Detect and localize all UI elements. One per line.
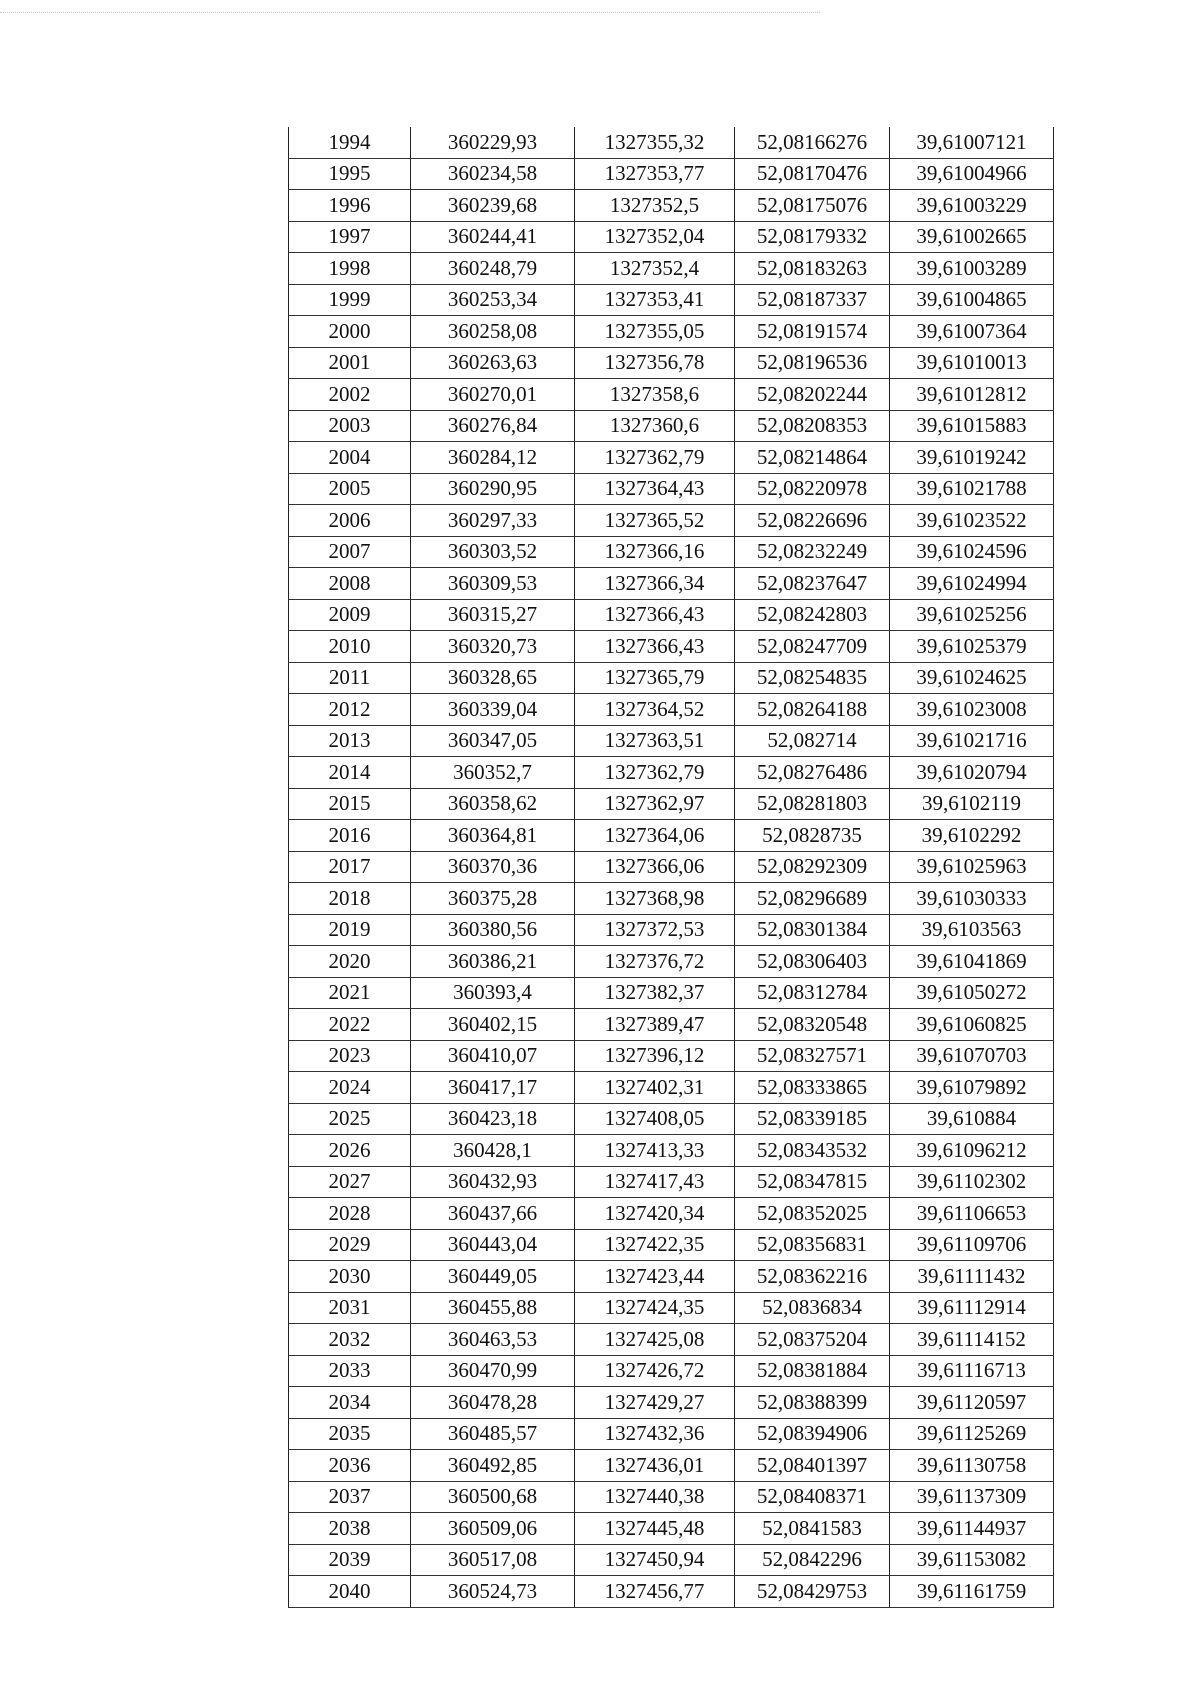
x-coordinate-cell: 360470,99 xyxy=(411,1355,575,1387)
longitude-cell: 39,61004966 xyxy=(890,158,1054,190)
table-row xyxy=(289,316,1054,348)
longitude-cell: 39,61007121 xyxy=(890,127,1054,158)
table-row xyxy=(289,473,1054,505)
point-number-cell: 2017 xyxy=(289,851,411,883)
x-coordinate-cell: 360423,18 xyxy=(411,1103,575,1135)
latitude-cell: 52,08388399 xyxy=(735,1387,890,1419)
table-row xyxy=(289,914,1054,946)
point-number-cell: 2031 xyxy=(289,1292,411,1324)
y-coordinate-cell: 1327440,38 xyxy=(575,1481,735,1513)
table-row xyxy=(289,1513,1054,1545)
longitude-cell: 39,61025256 xyxy=(890,599,1054,631)
longitude-cell: 39,61021788 xyxy=(890,473,1054,505)
table-row xyxy=(289,1103,1054,1135)
point-number-cell: 1994 xyxy=(289,127,411,158)
x-coordinate-cell: 360253,34 xyxy=(411,284,575,316)
point-number-cell: 2029 xyxy=(289,1229,411,1261)
point-number-cell: 2001 xyxy=(289,347,411,379)
point-number-cell: 2036 xyxy=(289,1450,411,1482)
latitude-cell: 52,08220978 xyxy=(735,473,890,505)
y-coordinate-cell: 1327362,79 xyxy=(575,757,735,789)
y-coordinate-cell: 1327364,52 xyxy=(575,694,735,726)
longitude-cell: 39,61106653 xyxy=(890,1198,1054,1230)
longitude-cell: 39,61137309 xyxy=(890,1481,1054,1513)
longitude-cell: 39,61023522 xyxy=(890,505,1054,537)
y-coordinate-cell: 1327360,6 xyxy=(575,410,735,442)
longitude-cell: 39,61004865 xyxy=(890,284,1054,316)
x-coordinate-cell: 360347,05 xyxy=(411,725,575,757)
table-row xyxy=(289,883,1054,915)
y-coordinate-cell: 1327356,78 xyxy=(575,347,735,379)
longitude-cell: 39,61024994 xyxy=(890,568,1054,600)
x-coordinate-cell: 360284,12 xyxy=(411,442,575,474)
longitude-cell: 39,61002665 xyxy=(890,221,1054,253)
x-coordinate-cell: 360402,15 xyxy=(411,1009,575,1041)
latitude-cell: 52,08166276 xyxy=(735,127,890,158)
longitude-cell: 39,61025963 xyxy=(890,851,1054,883)
latitude-cell: 52,08347815 xyxy=(735,1166,890,1198)
y-coordinate-cell: 1327425,08 xyxy=(575,1324,735,1356)
point-number-cell: 2007 xyxy=(289,536,411,568)
y-coordinate-cell: 1327413,33 xyxy=(575,1135,735,1167)
table-row xyxy=(289,1387,1054,1419)
table-row xyxy=(289,1292,1054,1324)
y-coordinate-cell: 1327376,72 xyxy=(575,946,735,978)
latitude-cell: 52,08226696 xyxy=(735,505,890,537)
latitude-cell: 52,0842296 xyxy=(735,1544,890,1576)
table-row xyxy=(289,599,1054,631)
point-number-cell: 2008 xyxy=(289,568,411,600)
y-coordinate-cell: 1327355,32 xyxy=(575,127,735,158)
x-coordinate-cell: 360449,05 xyxy=(411,1261,575,1293)
y-coordinate-cell: 1327355,05 xyxy=(575,316,735,348)
x-coordinate-cell: 360320,73 xyxy=(411,631,575,663)
x-coordinate-cell: 360432,93 xyxy=(411,1166,575,1198)
x-coordinate-cell: 360386,21 xyxy=(411,946,575,978)
y-coordinate-cell: 1327365,79 xyxy=(575,662,735,694)
x-coordinate-cell: 360244,41 xyxy=(411,221,575,253)
y-coordinate-cell: 1327366,43 xyxy=(575,599,735,631)
latitude-cell: 52,082714 xyxy=(735,725,890,757)
latitude-cell: 52,08179332 xyxy=(735,221,890,253)
latitude-cell: 52,08312784 xyxy=(735,977,890,1009)
point-number-cell: 2022 xyxy=(289,1009,411,1041)
y-coordinate-cell: 1327456,77 xyxy=(575,1576,735,1608)
latitude-cell: 52,08281803 xyxy=(735,788,890,820)
x-coordinate-cell: 360455,88 xyxy=(411,1292,575,1324)
y-coordinate-cell: 1327366,34 xyxy=(575,568,735,600)
x-coordinate-cell: 360364,81 xyxy=(411,820,575,852)
table-row xyxy=(289,662,1054,694)
latitude-cell: 52,08333865 xyxy=(735,1072,890,1104)
y-coordinate-cell: 1327364,43 xyxy=(575,473,735,505)
table-row xyxy=(289,788,1054,820)
longitude-cell: 39,61125269 xyxy=(890,1418,1054,1450)
point-number-cell: 2033 xyxy=(289,1355,411,1387)
latitude-cell: 52,08237647 xyxy=(735,568,890,600)
longitude-cell: 39,61070703 xyxy=(890,1040,1054,1072)
x-coordinate-cell: 360270,01 xyxy=(411,379,575,411)
x-coordinate-cell: 360437,66 xyxy=(411,1198,575,1230)
table-row xyxy=(289,757,1054,789)
point-number-cell: 2002 xyxy=(289,379,411,411)
y-coordinate-cell: 1327389,47 xyxy=(575,1009,735,1041)
x-coordinate-cell: 360276,84 xyxy=(411,410,575,442)
table-row xyxy=(289,1166,1054,1198)
y-coordinate-cell: 1327372,53 xyxy=(575,914,735,946)
point-number-cell: 2038 xyxy=(289,1513,411,1545)
longitude-cell: 39,61114152 xyxy=(890,1324,1054,1356)
table-row xyxy=(289,221,1054,253)
longitude-cell: 39,6103563 xyxy=(890,914,1054,946)
point-number-cell: 1998 xyxy=(289,253,411,285)
longitude-cell: 39,61024625 xyxy=(890,662,1054,694)
latitude-cell: 52,08429753 xyxy=(735,1576,890,1608)
y-coordinate-cell: 1327432,36 xyxy=(575,1418,735,1450)
x-coordinate-cell: 360358,62 xyxy=(411,788,575,820)
table-body xyxy=(289,127,1054,1607)
latitude-cell: 52,0828735 xyxy=(735,820,890,852)
table-row xyxy=(289,1072,1054,1104)
latitude-cell: 52,08320548 xyxy=(735,1009,890,1041)
latitude-cell: 52,08296689 xyxy=(735,883,890,915)
point-number-cell: 2028 xyxy=(289,1198,411,1230)
longitude-cell: 39,61015883 xyxy=(890,410,1054,442)
latitude-cell: 52,08202244 xyxy=(735,379,890,411)
x-coordinate-cell: 360258,08 xyxy=(411,316,575,348)
longitude-cell: 39,61025379 xyxy=(890,631,1054,663)
longitude-cell: 39,61144937 xyxy=(890,1513,1054,1545)
x-coordinate-cell: 360303,52 xyxy=(411,536,575,568)
latitude-cell: 52,08394906 xyxy=(735,1418,890,1450)
latitude-cell: 52,08247709 xyxy=(735,631,890,663)
point-number-cell: 2026 xyxy=(289,1135,411,1167)
point-number-cell: 1995 xyxy=(289,158,411,190)
table-row xyxy=(289,1135,1054,1167)
latitude-cell: 52,08362216 xyxy=(735,1261,890,1293)
latitude-cell: 52,08191574 xyxy=(735,316,890,348)
latitude-cell: 52,08175076 xyxy=(735,190,890,222)
point-number-cell: 2016 xyxy=(289,820,411,852)
x-coordinate-cell: 360417,17 xyxy=(411,1072,575,1104)
table-row xyxy=(289,568,1054,600)
y-coordinate-cell: 1327429,27 xyxy=(575,1387,735,1419)
y-coordinate-cell: 1327436,01 xyxy=(575,1450,735,1482)
table-row xyxy=(289,631,1054,663)
table-row xyxy=(289,946,1054,978)
point-number-cell: 2006 xyxy=(289,505,411,537)
table-row xyxy=(289,694,1054,726)
x-coordinate-cell: 360315,27 xyxy=(411,599,575,631)
y-coordinate-cell: 1327402,31 xyxy=(575,1072,735,1104)
table-row xyxy=(289,505,1054,537)
y-coordinate-cell: 1327352,5 xyxy=(575,190,735,222)
latitude-cell: 52,08187337 xyxy=(735,284,890,316)
table-row xyxy=(289,1229,1054,1261)
table-row xyxy=(289,820,1054,852)
longitude-cell: 39,6102119 xyxy=(890,788,1054,820)
table-row xyxy=(289,1009,1054,1041)
y-coordinate-cell: 1327362,79 xyxy=(575,442,735,474)
point-number-cell: 1999 xyxy=(289,284,411,316)
point-number-cell: 2009 xyxy=(289,599,411,631)
latitude-cell: 52,08339185 xyxy=(735,1103,890,1135)
latitude-cell: 52,08327571 xyxy=(735,1040,890,1072)
latitude-cell: 52,08214864 xyxy=(735,442,890,474)
table-row xyxy=(289,1198,1054,1230)
latitude-cell: 52,08356831 xyxy=(735,1229,890,1261)
table-row xyxy=(289,1324,1054,1356)
longitude-cell: 39,61161759 xyxy=(890,1576,1054,1608)
y-coordinate-cell: 1327358,6 xyxy=(575,379,735,411)
y-coordinate-cell: 1327366,06 xyxy=(575,851,735,883)
longitude-cell: 39,61024596 xyxy=(890,536,1054,568)
latitude-cell: 52,08343532 xyxy=(735,1135,890,1167)
point-number-cell: 1997 xyxy=(289,221,411,253)
x-coordinate-cell: 360463,53 xyxy=(411,1324,575,1356)
table-row xyxy=(289,1576,1054,1608)
point-number-cell: 2024 xyxy=(289,1072,411,1104)
point-number-cell: 2025 xyxy=(289,1103,411,1135)
point-number-cell: 1996 xyxy=(289,190,411,222)
table-row xyxy=(289,347,1054,379)
point-number-cell: 2040 xyxy=(289,1576,411,1608)
latitude-cell: 52,08264188 xyxy=(735,694,890,726)
latitude-cell: 52,0841583 xyxy=(735,1513,890,1545)
table-row xyxy=(289,1355,1054,1387)
point-number-cell: 2004 xyxy=(289,442,411,474)
point-number-cell: 2000 xyxy=(289,316,411,348)
longitude-cell: 39,61010013 xyxy=(890,347,1054,379)
point-number-cell: 2010 xyxy=(289,631,411,663)
latitude-cell: 52,08170476 xyxy=(735,158,890,190)
x-coordinate-cell: 360478,28 xyxy=(411,1387,575,1419)
point-number-cell: 2005 xyxy=(289,473,411,505)
longitude-cell: 39,61019242 xyxy=(890,442,1054,474)
point-number-cell: 2013 xyxy=(289,725,411,757)
table-row xyxy=(289,536,1054,568)
x-coordinate-cell: 360352,7 xyxy=(411,757,575,789)
x-coordinate-cell: 360328,65 xyxy=(411,662,575,694)
y-coordinate-cell: 1327362,97 xyxy=(575,788,735,820)
latitude-cell: 52,08381884 xyxy=(735,1355,890,1387)
longitude-cell: 39,61060825 xyxy=(890,1009,1054,1041)
point-number-cell: 2015 xyxy=(289,788,411,820)
y-coordinate-cell: 1327364,06 xyxy=(575,820,735,852)
longitude-cell: 39,61023008 xyxy=(890,694,1054,726)
latitude-cell: 52,08375204 xyxy=(735,1324,890,1356)
x-coordinate-cell: 360239,68 xyxy=(411,190,575,222)
latitude-cell: 52,08401397 xyxy=(735,1450,890,1482)
x-coordinate-cell: 360309,53 xyxy=(411,568,575,600)
y-coordinate-cell: 1327422,35 xyxy=(575,1229,735,1261)
latitude-cell: 52,08208353 xyxy=(735,410,890,442)
x-coordinate-cell: 360263,63 xyxy=(411,347,575,379)
x-coordinate-cell: 360393,4 xyxy=(411,977,575,1009)
y-coordinate-cell: 1327353,77 xyxy=(575,158,735,190)
y-coordinate-cell: 1327396,12 xyxy=(575,1040,735,1072)
table-row xyxy=(289,725,1054,757)
point-number-cell: 2034 xyxy=(289,1387,411,1419)
x-coordinate-cell: 360380,56 xyxy=(411,914,575,946)
y-coordinate-cell: 1327365,52 xyxy=(575,505,735,537)
table-row xyxy=(289,977,1054,1009)
y-coordinate-cell: 1327423,44 xyxy=(575,1261,735,1293)
y-coordinate-cell: 1327363,51 xyxy=(575,725,735,757)
latitude-cell: 52,08183263 xyxy=(735,253,890,285)
x-coordinate-cell: 360248,79 xyxy=(411,253,575,285)
y-coordinate-cell: 1327366,16 xyxy=(575,536,735,568)
longitude-cell: 39,61030333 xyxy=(890,883,1054,915)
latitude-cell: 52,08352025 xyxy=(735,1198,890,1230)
latitude-cell: 52,0836834 xyxy=(735,1292,890,1324)
table-row xyxy=(289,1261,1054,1293)
longitude-cell: 39,61096212 xyxy=(890,1135,1054,1167)
point-number-cell: 2039 xyxy=(289,1544,411,1576)
latitude-cell: 52,08242803 xyxy=(735,599,890,631)
coordinates-table xyxy=(288,127,1054,1608)
longitude-cell: 39,61130758 xyxy=(890,1450,1054,1482)
longitude-cell: 39,61109706 xyxy=(890,1229,1054,1261)
longitude-cell: 39,61012812 xyxy=(890,379,1054,411)
point-number-cell: 2030 xyxy=(289,1261,411,1293)
latitude-cell: 52,08232249 xyxy=(735,536,890,568)
latitude-cell: 52,08254835 xyxy=(735,662,890,694)
y-coordinate-cell: 1327382,37 xyxy=(575,977,735,1009)
table-row xyxy=(289,442,1054,474)
x-coordinate-cell: 360410,07 xyxy=(411,1040,575,1072)
x-coordinate-cell: 360229,93 xyxy=(411,127,575,158)
y-coordinate-cell: 1327368,98 xyxy=(575,883,735,915)
point-number-cell: 2018 xyxy=(289,883,411,915)
table-row xyxy=(289,1481,1054,1513)
longitude-cell: 39,61003289 xyxy=(890,253,1054,285)
table-row xyxy=(289,253,1054,285)
x-coordinate-cell: 360375,28 xyxy=(411,883,575,915)
point-number-cell: 2020 xyxy=(289,946,411,978)
table-row xyxy=(289,1450,1054,1482)
longitude-cell: 39,61021716 xyxy=(890,725,1054,757)
x-coordinate-cell: 360517,08 xyxy=(411,1544,575,1576)
table-row xyxy=(289,158,1054,190)
table-row xyxy=(289,1418,1054,1450)
longitude-cell: 39,61102302 xyxy=(890,1166,1054,1198)
point-number-cell: 2032 xyxy=(289,1324,411,1356)
latitude-cell: 52,08196536 xyxy=(735,347,890,379)
table-row xyxy=(289,127,1054,158)
x-coordinate-cell: 360370,36 xyxy=(411,851,575,883)
longitude-cell: 39,61007364 xyxy=(890,316,1054,348)
table-row xyxy=(289,410,1054,442)
table-row xyxy=(289,190,1054,222)
longitude-cell: 39,61020794 xyxy=(890,757,1054,789)
y-coordinate-cell: 1327352,04 xyxy=(575,221,735,253)
longitude-cell: 39,610884 xyxy=(890,1103,1054,1135)
scan-edge-line xyxy=(0,12,820,13)
y-coordinate-cell: 1327408,05 xyxy=(575,1103,735,1135)
longitude-cell: 39,61050272 xyxy=(890,977,1054,1009)
longitude-cell: 39,61112914 xyxy=(890,1292,1054,1324)
point-number-cell: 2003 xyxy=(289,410,411,442)
y-coordinate-cell: 1327426,72 xyxy=(575,1355,735,1387)
longitude-cell: 39,61116713 xyxy=(890,1355,1054,1387)
point-number-cell: 2011 xyxy=(289,662,411,694)
table-row xyxy=(289,1544,1054,1576)
y-coordinate-cell: 1327352,4 xyxy=(575,253,735,285)
longitude-cell: 39,61120597 xyxy=(890,1387,1054,1419)
longitude-cell: 39,61079892 xyxy=(890,1072,1054,1104)
latitude-cell: 52,08276486 xyxy=(735,757,890,789)
x-coordinate-cell: 360524,73 xyxy=(411,1576,575,1608)
point-number-cell: 2035 xyxy=(289,1418,411,1450)
x-coordinate-cell: 360443,04 xyxy=(411,1229,575,1261)
x-coordinate-cell: 360428,1 xyxy=(411,1135,575,1167)
latitude-cell: 52,08301384 xyxy=(735,914,890,946)
table-row xyxy=(289,284,1054,316)
point-number-cell: 2012 xyxy=(289,694,411,726)
x-coordinate-cell: 360297,33 xyxy=(411,505,575,537)
y-coordinate-cell: 1327417,43 xyxy=(575,1166,735,1198)
table-row xyxy=(289,851,1054,883)
x-coordinate-cell: 360290,95 xyxy=(411,473,575,505)
latitude-cell: 52,08408371 xyxy=(735,1481,890,1513)
longitude-cell: 39,61111432 xyxy=(890,1261,1054,1293)
y-coordinate-cell: 1327450,94 xyxy=(575,1544,735,1576)
point-number-cell: 2023 xyxy=(289,1040,411,1072)
longitude-cell: 39,61041869 xyxy=(890,946,1054,978)
coordinates-table-container xyxy=(288,127,1053,1608)
point-number-cell: 2014 xyxy=(289,757,411,789)
point-number-cell: 2037 xyxy=(289,1481,411,1513)
x-coordinate-cell: 360485,57 xyxy=(411,1418,575,1450)
longitude-cell: 39,61003229 xyxy=(890,190,1054,222)
point-number-cell: 2027 xyxy=(289,1166,411,1198)
table-row xyxy=(289,1040,1054,1072)
x-coordinate-cell: 360492,85 xyxy=(411,1450,575,1482)
table-row xyxy=(289,379,1054,411)
longitude-cell: 39,6102292 xyxy=(890,820,1054,852)
x-coordinate-cell: 360509,06 xyxy=(411,1513,575,1545)
y-coordinate-cell: 1327445,48 xyxy=(575,1513,735,1545)
point-number-cell: 2021 xyxy=(289,977,411,1009)
y-coordinate-cell: 1327420,34 xyxy=(575,1198,735,1230)
x-coordinate-cell: 360500,68 xyxy=(411,1481,575,1513)
latitude-cell: 52,08292309 xyxy=(735,851,890,883)
latitude-cell: 52,08306403 xyxy=(735,946,890,978)
longitude-cell: 39,61153082 xyxy=(890,1544,1054,1576)
y-coordinate-cell: 1327366,43 xyxy=(575,631,735,663)
y-coordinate-cell: 1327424,35 xyxy=(575,1292,735,1324)
x-coordinate-cell: 360234,58 xyxy=(411,158,575,190)
y-coordinate-cell: 1327353,41 xyxy=(575,284,735,316)
point-number-cell: 2019 xyxy=(289,914,411,946)
x-coordinate-cell: 360339,04 xyxy=(411,694,575,726)
